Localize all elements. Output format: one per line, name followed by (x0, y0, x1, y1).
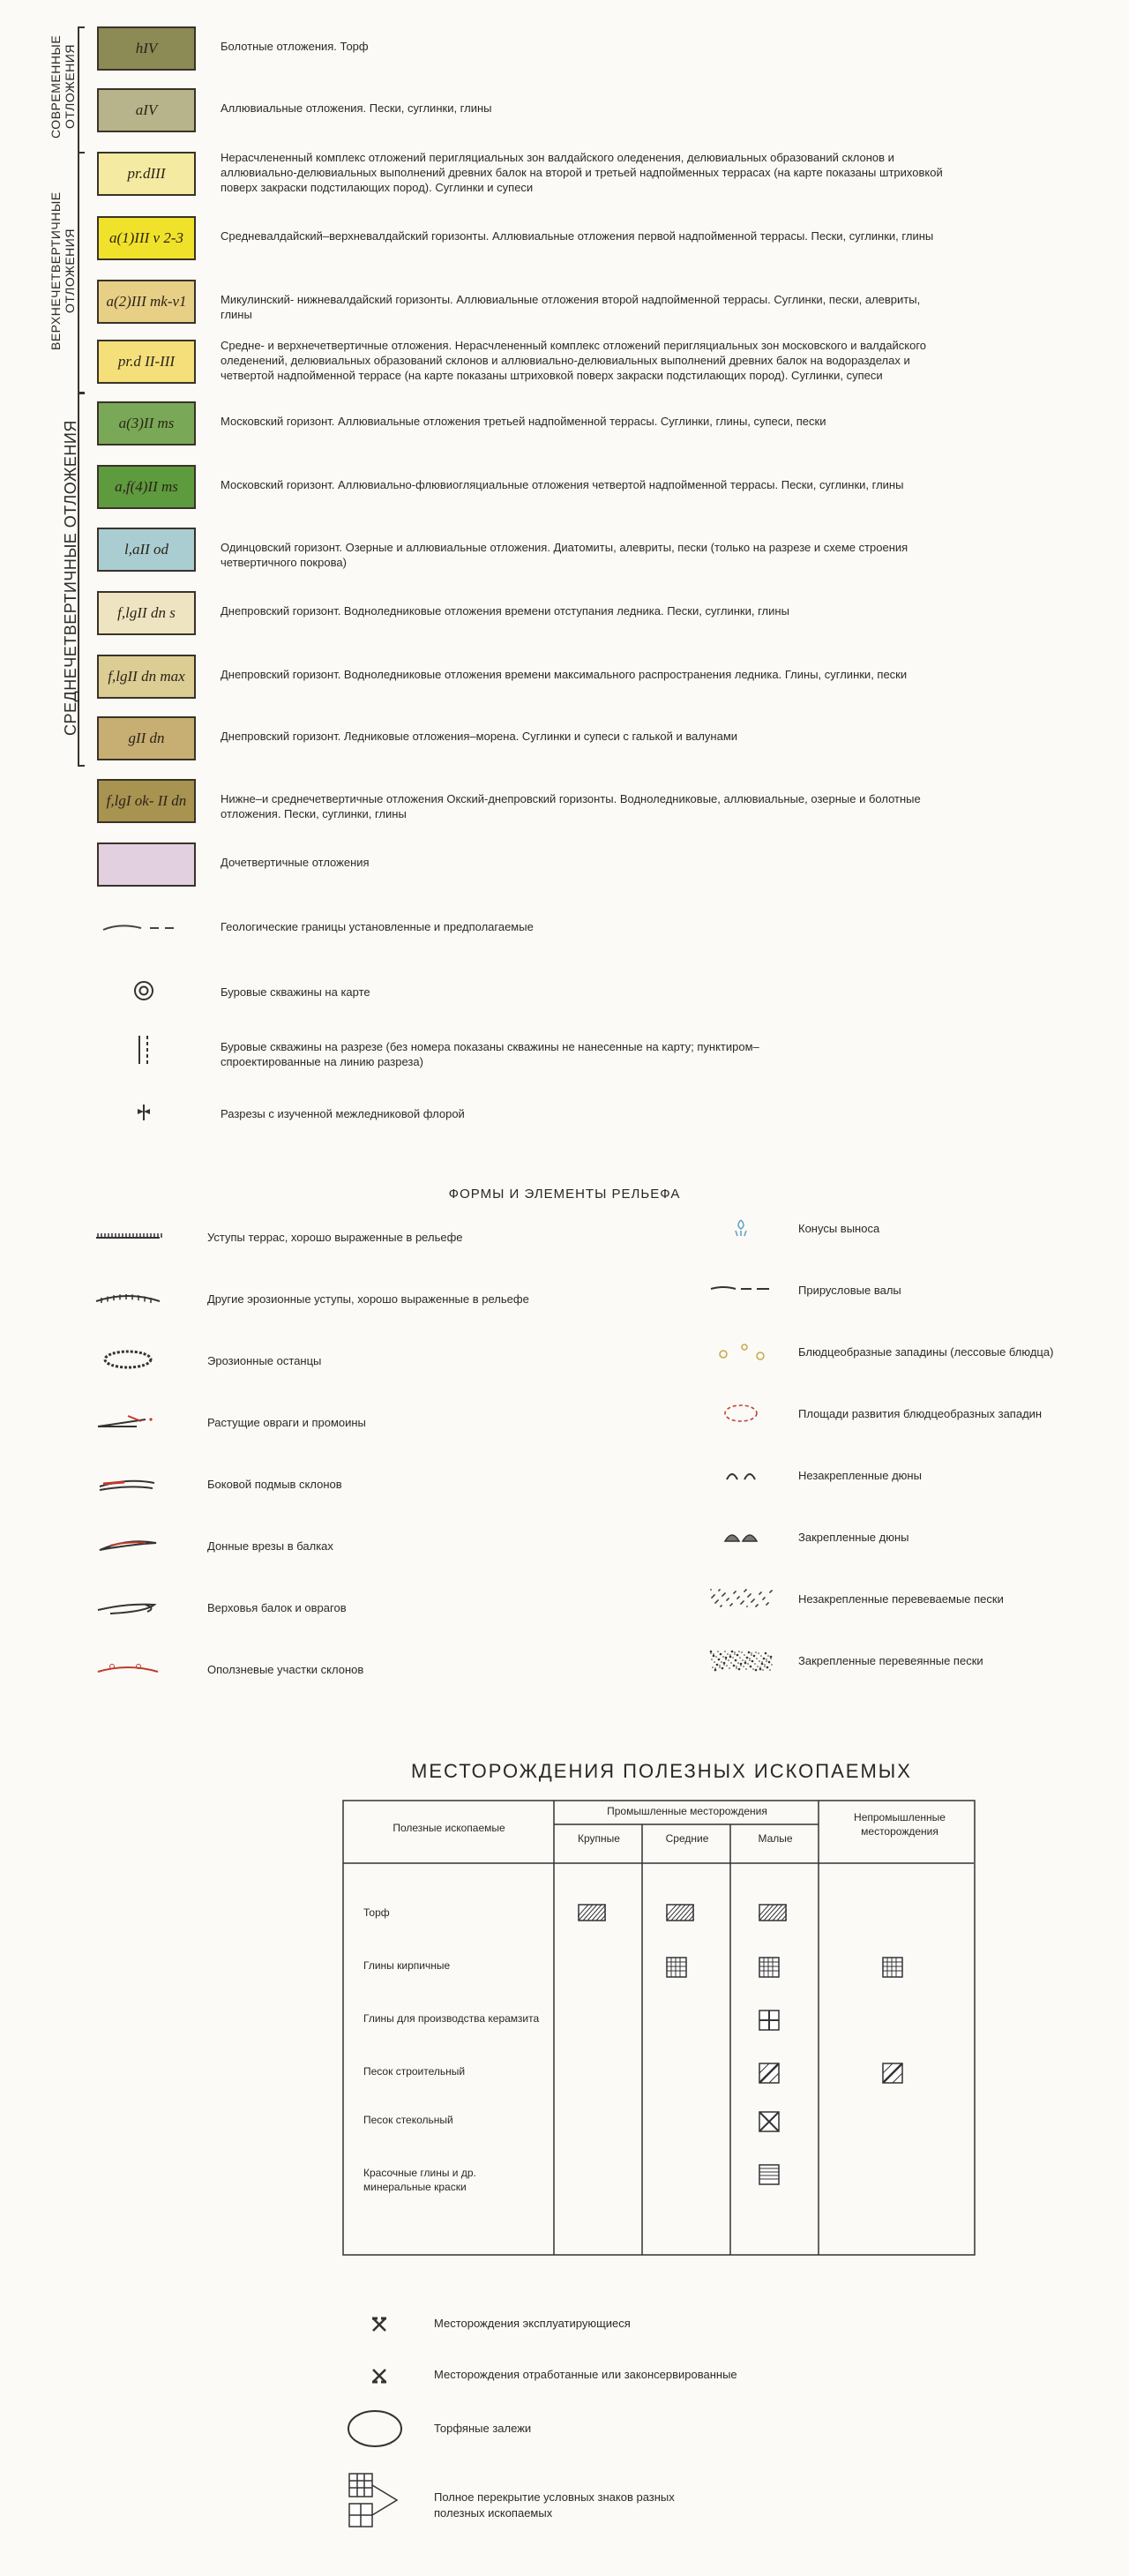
paint-deposit-icon (759, 2164, 780, 2185)
col-industrial: Промышленные месторождения (607, 1805, 767, 1817)
relief-item-label: Площади развития блюдцеобразных западин (798, 1407, 1043, 1420)
peat-bog-label: Торфяные залежи (434, 2422, 532, 2435)
brick-deposit-icon (759, 1957, 780, 1978)
deposits-title: МЕСТОРОЖДЕНИЯ ПОЛЕЗНЫХ ИСКОПАЕМЫХ (411, 1760, 912, 1782)
relief-item-label: Оползневые участки склонов (207, 1663, 364, 1676)
unit-swatch (97, 152, 196, 196)
col-small: Малые (758, 1832, 793, 1845)
mineral-name: Торф (363, 1906, 390, 1919)
sand-deposit-icon (882, 2063, 903, 2084)
levee-icon (706, 1278, 776, 1301)
unit-description: Московский горизонт. Аллювиальные отложения третьей надпойменной террасы. Суглинки, глины, супеси, пески (221, 415, 826, 428)
unit-description: Нижне–и среднечетвертичные отложения Окский-днепровский горизонты. Водноледниковые, аллювиальные, озерные и болотные отложения. Пески, суглинки, глины (221, 792, 921, 820)
unit-swatch (97, 528, 196, 572)
unfixed-dune-icon (706, 1464, 776, 1486)
saucer-depression-icon (706, 1340, 776, 1363)
unit-description: Днепровский горизонт. Ледниковые отложения–морена. Суглинки и супеси с галькой и валунами (221, 730, 738, 743)
exploited-label: Месторождения эксплуатирующиеся (434, 2317, 631, 2330)
fixed-dune-icon (706, 1525, 776, 1548)
unit-description: Аллювиальные отложения. Пески, суглинки, глины (221, 101, 492, 115)
unit-description: Днепровский горизонт. Водноледниковые отложения времени максимального распространения ледника. Глины, суглинки, пески (221, 668, 908, 681)
flora-section-icon (134, 1103, 153, 1122)
boundaries-label: Геологические границы установленные и предполагаемые (221, 920, 534, 933)
depleted-label: Месторождения отработанные или законсервированные (434, 2368, 737, 2381)
relief-item-label: Закрепленные дюны (798, 1531, 909, 1544)
col-nonindustrial: Непромышленные месторождения (854, 1811, 946, 1838)
brick-deposit-icon (882, 1957, 903, 1978)
relief-item-label: Эрозионные останцы (207, 1354, 322, 1367)
unit-code: l,aII od (123, 541, 169, 558)
relief-item-label: Донные врезы в балках (207, 1539, 333, 1553)
unit-swatch (97, 26, 196, 71)
unit-description: Средневалдайский–верхневалдайский горизонты. Аллювиальные отложения первой надпойменной террасы. Пески, суглинки, глины (221, 229, 934, 243)
unit-code: gII dn (128, 730, 165, 746)
unit-description: Днепровский горизонт. Водноледниковые отложения времени отступания ледника. Пески, суглинки, глины (221, 604, 789, 618)
boundary-line-icon (101, 919, 181, 937)
relief-item-label: Прирусловые валы (798, 1284, 901, 1297)
unit-code: aIV (135, 101, 158, 118)
relief-title: ФОРМЫ И ЭЛЕМЕНТЫ РЕЛЬЕФА (448, 1187, 681, 1202)
relief-item-label: Боковой подмыв склонов (207, 1478, 342, 1491)
unit-code: pr.dIII (127, 165, 166, 182)
erosion-scarp-icon (93, 1287, 163, 1310)
unit-swatch (97, 465, 196, 509)
unit-swatch (97, 216, 196, 260)
side-undercut-icon (93, 1472, 163, 1495)
unit-code: a,f(4)II ms (115, 478, 178, 495)
well-section-icon (135, 1032, 153, 1067)
depleted-icon (370, 2367, 388, 2385)
mineral-name: Песок стекольный (363, 2114, 453, 2126)
fixed-sand-icon (706, 1649, 776, 1672)
unit-description: Болотные отложения. Торф (221, 40, 369, 53)
ravine-head-icon (93, 1596, 163, 1619)
unit-code: hIV (135, 40, 158, 56)
saucer-area-icon (706, 1402, 776, 1425)
unit-swatch (97, 716, 196, 760)
keram-deposit-icon (759, 2010, 780, 2031)
unit-swatch (97, 401, 196, 446)
unit-description: Микулинский- нижневалдайский горизонты. Аллювиальные отложения второй надпойменной террасы. Суглинки, пески, алевриты, глины (221, 293, 921, 321)
mineral-name: Глины кирпичные (363, 1959, 451, 1972)
bottom-incision-icon (93, 1534, 163, 1557)
group-label-upper: ВЕРХНЕЧЕТВЕРТИЧНЫЕ ОТЛОЖЕНИЯ (49, 191, 77, 350)
mineral-name: Песок строительный (363, 2065, 466, 2078)
col-mineral: Полезные ископаемые (393, 1822, 505, 1834)
unit-code: f,lgII dn max (108, 668, 185, 685)
group-label-middle: СРЕДНЕЧЕТВЕРТИЧНЫЕ ОТЛОЖЕНИЯ (62, 420, 79, 736)
unit-swatch (97, 842, 196, 887)
relief-item-label: Блюдцеобразные западины (лессовые блюдца) (798, 1345, 1054, 1359)
relief-item-label: Закрепленные перевеянные пески (798, 1654, 983, 1667)
alluvial-fan-icon (706, 1217, 776, 1239)
relief-item-label: Конусы выноса (798, 1222, 880, 1235)
unit-description: Московский горизонт. Аллювиально-флювиогляциальные отложения четвертой надпойменной террасы. Пески, суглинки, глины (221, 478, 904, 491)
terrace-scarp-icon (93, 1225, 163, 1248)
col-large: Крупные (578, 1832, 620, 1845)
unit-code: a(2)III mk-v1 (106, 293, 187, 310)
growing-ravine-icon (93, 1411, 163, 1434)
unit-description: Средне- и верхнечетвертичные отложения. Нерасчлененный комплекс отложений перигляциальных зон московского и валдайского оледенений, делювиальных образований склонов и аллювиально-делювиальных выполнений древних балок на водоразделах и четвертой надпойменной террасе (на карте показаны штриховкой поверх закраски подстилающих пород). Суглинки, супеси (221, 339, 927, 382)
overlap-label: Полное перекрытие условных знаков разных полезных ископаемых (434, 2490, 675, 2520)
modern-brace (78, 26, 85, 154)
relief-item-label: Уступы террас, хорошо выраженные в рельефе (207, 1231, 463, 1244)
unit-swatch (97, 591, 196, 635)
well-map-icon (132, 979, 155, 1002)
upper-brace (78, 152, 85, 393)
erosion-remnant-icon (93, 1349, 163, 1372)
unit-swatch (97, 340, 196, 384)
relief-item-label: Незакрепленные перевеваемые пески (798, 1592, 1004, 1606)
brick-deposit-icon (666, 1957, 687, 1978)
group-label-modern: СОВРЕМЕННЫЕ ОТЛОЖЕНИЯ (49, 34, 77, 139)
sand-deposit-icon (759, 2063, 780, 2084)
unit-swatch (97, 779, 196, 823)
glass-deposit-icon (759, 2111, 780, 2132)
peat-deposit-icon (578, 1904, 606, 1921)
mineral-name: Красочные глины и др. минеральные краски (363, 2167, 476, 2193)
relief-item-label: Другие эрозионные уступы, хорошо выраженные в рельефе (207, 1292, 529, 1306)
peat-deposit-icon (666, 1904, 694, 1921)
unit-description: Нерасчлененный комплекс отложений перигляциальных зон валдайского оледенения, делювиальных образований склонов и аллювиально-делювиальных выполнений древних балок на второй и третьей надпойменных террасах (на карте показаны штриховкой поверх закраски подстилающих пород). Суглинки и супеси (221, 151, 943, 194)
unit-swatch (97, 88, 196, 132)
unit-code: f,lgII dn s (117, 604, 176, 621)
unit-code: a(1)III v 2-3 (108, 229, 183, 246)
unit-code: pr.d II-III (117, 353, 176, 370)
mineral-name: Глины для производства керамзита (363, 2012, 540, 2025)
unit-code: a(3)II ms (118, 415, 175, 431)
unit-description: Дочетвертичные отложения (221, 856, 370, 869)
unit-code: f,lgI ok- II dn (106, 792, 187, 809)
flora-label: Разрезы с изученной межледниковой флорой (221, 1107, 465, 1120)
unit-description: Одинцовский горизонт. Озерные и аллювиальные отложения. Диатомиты, алевриты, пески (только на разрезе и схеме строения четвертичного покрова) (221, 541, 908, 569)
unit-swatch (97, 655, 196, 699)
landslide-icon (93, 1658, 163, 1681)
wells-section-label: Буровые скважины на разрезе (без номера показаны скважины не нанесенные на карту; пунктиром–спроектированные на линию разреза) (221, 1040, 759, 1068)
peat-bog-icon (346, 2408, 404, 2449)
relief-item-label: Растущие овраги и промоины (207, 1416, 366, 1429)
unit-swatch (97, 280, 196, 324)
col-medium: Средние (665, 1832, 709, 1845)
relief-item-label: Верховья балок и оврагов (207, 1601, 347, 1614)
overlap-icon (346, 2470, 416, 2532)
relief-item-label: Незакрепленные дюны (798, 1469, 922, 1482)
wells-map-label: Буровые скважины на карте (221, 985, 370, 999)
exploited-icon (370, 2316, 388, 2333)
unfixed-sand-icon (706, 1587, 776, 1610)
peat-deposit-icon (759, 1904, 787, 1921)
deposits-table-grid (342, 1800, 977, 2276)
